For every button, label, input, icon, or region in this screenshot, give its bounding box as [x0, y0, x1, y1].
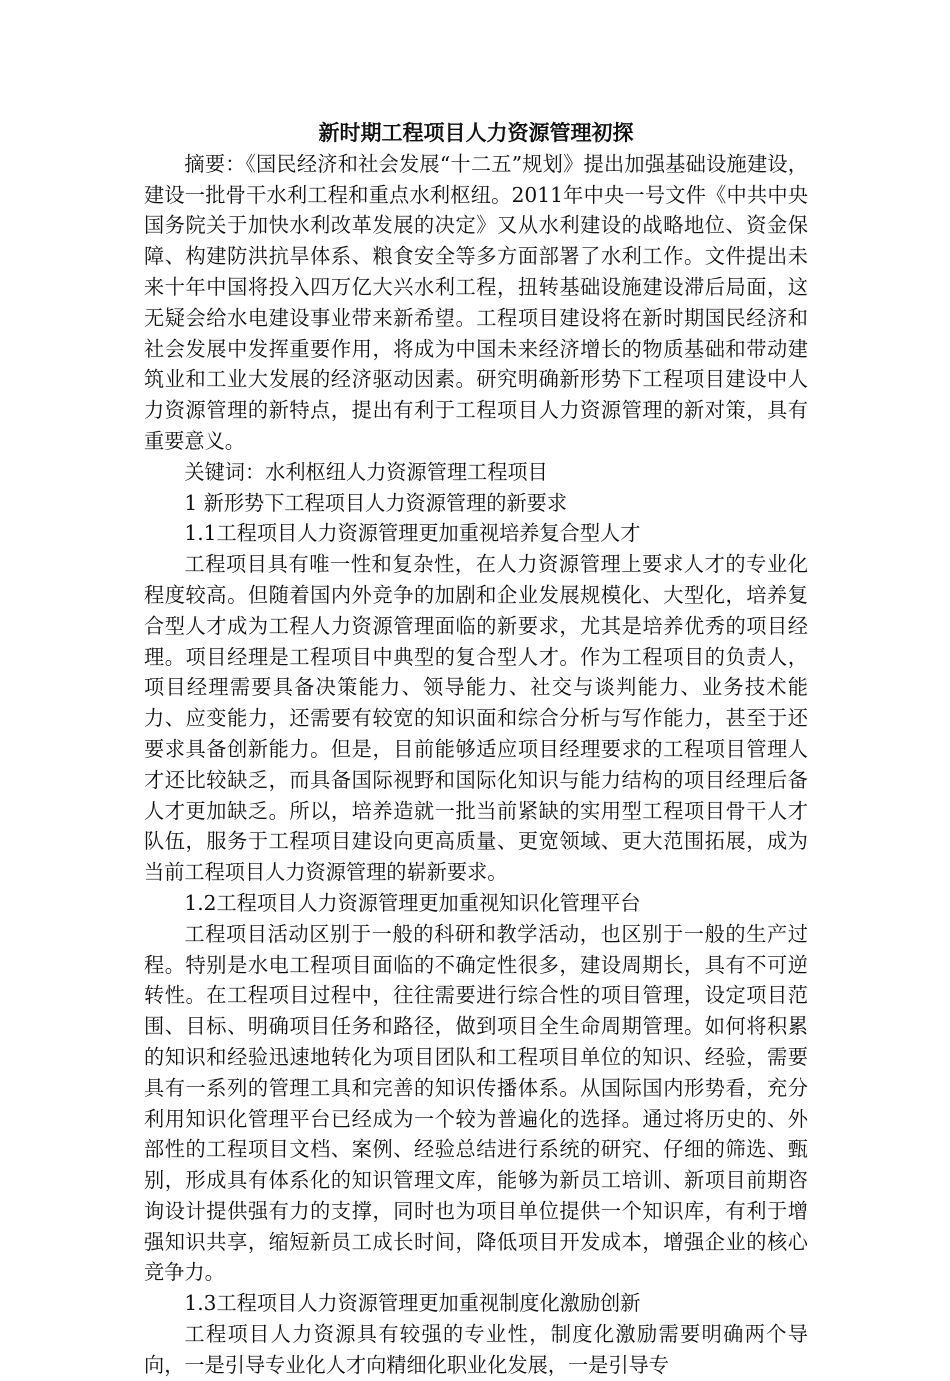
- document-title: 新时期工程项目人力资源管理初探: [318, 120, 634, 145]
- body-paragraph-1-2: 工程项目活动区别于一般的科研和教学活动，也区别于一般的生产过程。特别是水电工程项目面临的不确定性很多，建设周期长，具有不可逆转性。在工程项目过程中，往往需要进行综合性的项目管理，设定项目范围、目标、明确项目任务和路径，做到项目全生命周期管理。如何将积累的知识和经验迅速地转化为项目团队和工程项目单位的知识、经验，需要具有一系列的管理工具和完善的知识传播体系。从国际国内形势看，充分利用知识化管理平台已经成为一个较为普遍化的选择。通过将历史的、外部性的工程项目文档、案例、经验总结进行系统的研究、仔细的筛选、甄别，形成具有体系化的知识管理文库，能够为新员工培训、新项目前期咨询设计提供强有力的支撑，同时也为项目单位提供一个知识库，有利于增强知识共享，缩短新员工成长时间，降低项目开发成本，增强企业的核心竞争力。: [144, 921, 808, 1285]
- section-heading-1: 1 新形势下工程项目人力资源管理的新要求: [184, 490, 568, 515]
- abstract-paragraph: 摘要：《国民经济和社会发展“十二五”规划》提出加强基础设施建设，建设一批骨干水利工程和重点水利枢纽。2011年中央一号文件《中共中央国务院关于加快水利改革发展的决定》又从水利建设的战略地位、资金保障、构建防洪抗旱体系、粮食安全等多方面部署了水利工作。文件提出未来十年中国将投入四万亿大兴水利工程，扭转基础设施建设滞后局面，这无疑会给水电建设事业带来新希望。工程项目建设将在新时期国民经济和社会发展中发挥重要作用，将成为中国未来经济增长的物质基础和带动建筑业和工业大发展的经济驱动因素。研究明确新形势下工程项目建设中人力资源管理的新特点，提出有利于工程项目人力资源管理的新对策，具有重要意义。: [144, 151, 808, 453]
- subsection-heading-1-2: 1.2工程项目人力资源管理更加重视知识化管理平台: [184, 890, 641, 915]
- subsection-heading-1-1: 1.1工程项目人力资源管理更加重视培养复合型人才: [184, 521, 641, 546]
- subsection-heading-1-3: 1.3工程项目人力资源管理更加重视制度化激励创新: [184, 1291, 641, 1316]
- body-paragraph-1-3: 工程项目人力资源具有较强的专业性，制度化激励需要明确两个导向，一是引导专业化人才向精细化职业化发展，一是引导专: [144, 1322, 808, 1377]
- keywords-line: 关键词：水利枢纽人力资源管理工程项目: [184, 459, 548, 484]
- body-paragraph-1-1: 工程项目具有唯一性和复杂性，在人力资源管理上要求人才的专业化程度较高。但随着国内外竞争的加剧和企业发展规模化、大型化，培养复合型人才成为工程人力资源管理面临的新要求，尤其是培养优秀的项目经理。项目经理是工程项目中典型的复合型人才。作为工程项目的负责人，项目经理需要具备决策能力、领导能力、社交与谈判能力、业务技术能力、应变能力，还需要有较宽的知识面和综合分析与写作能力，甚至于还要求具备创新能力。但是，目前能够适应项目经理要求的工程项目管理人才还比较缺乏，而具备国际视野和国际化知识与能力结构的项目经理后备人才更加缺乏。所以，培养造就一批当前紧缺的实用型工程项目骨干人才队伍，服务于工程项目建设向更高质量、更宽领域、更大范围拓展，成为当前工程项目人力资源管理的崭新要求。: [144, 552, 808, 885]
- document-page: [144, 118, 808, 1381]
